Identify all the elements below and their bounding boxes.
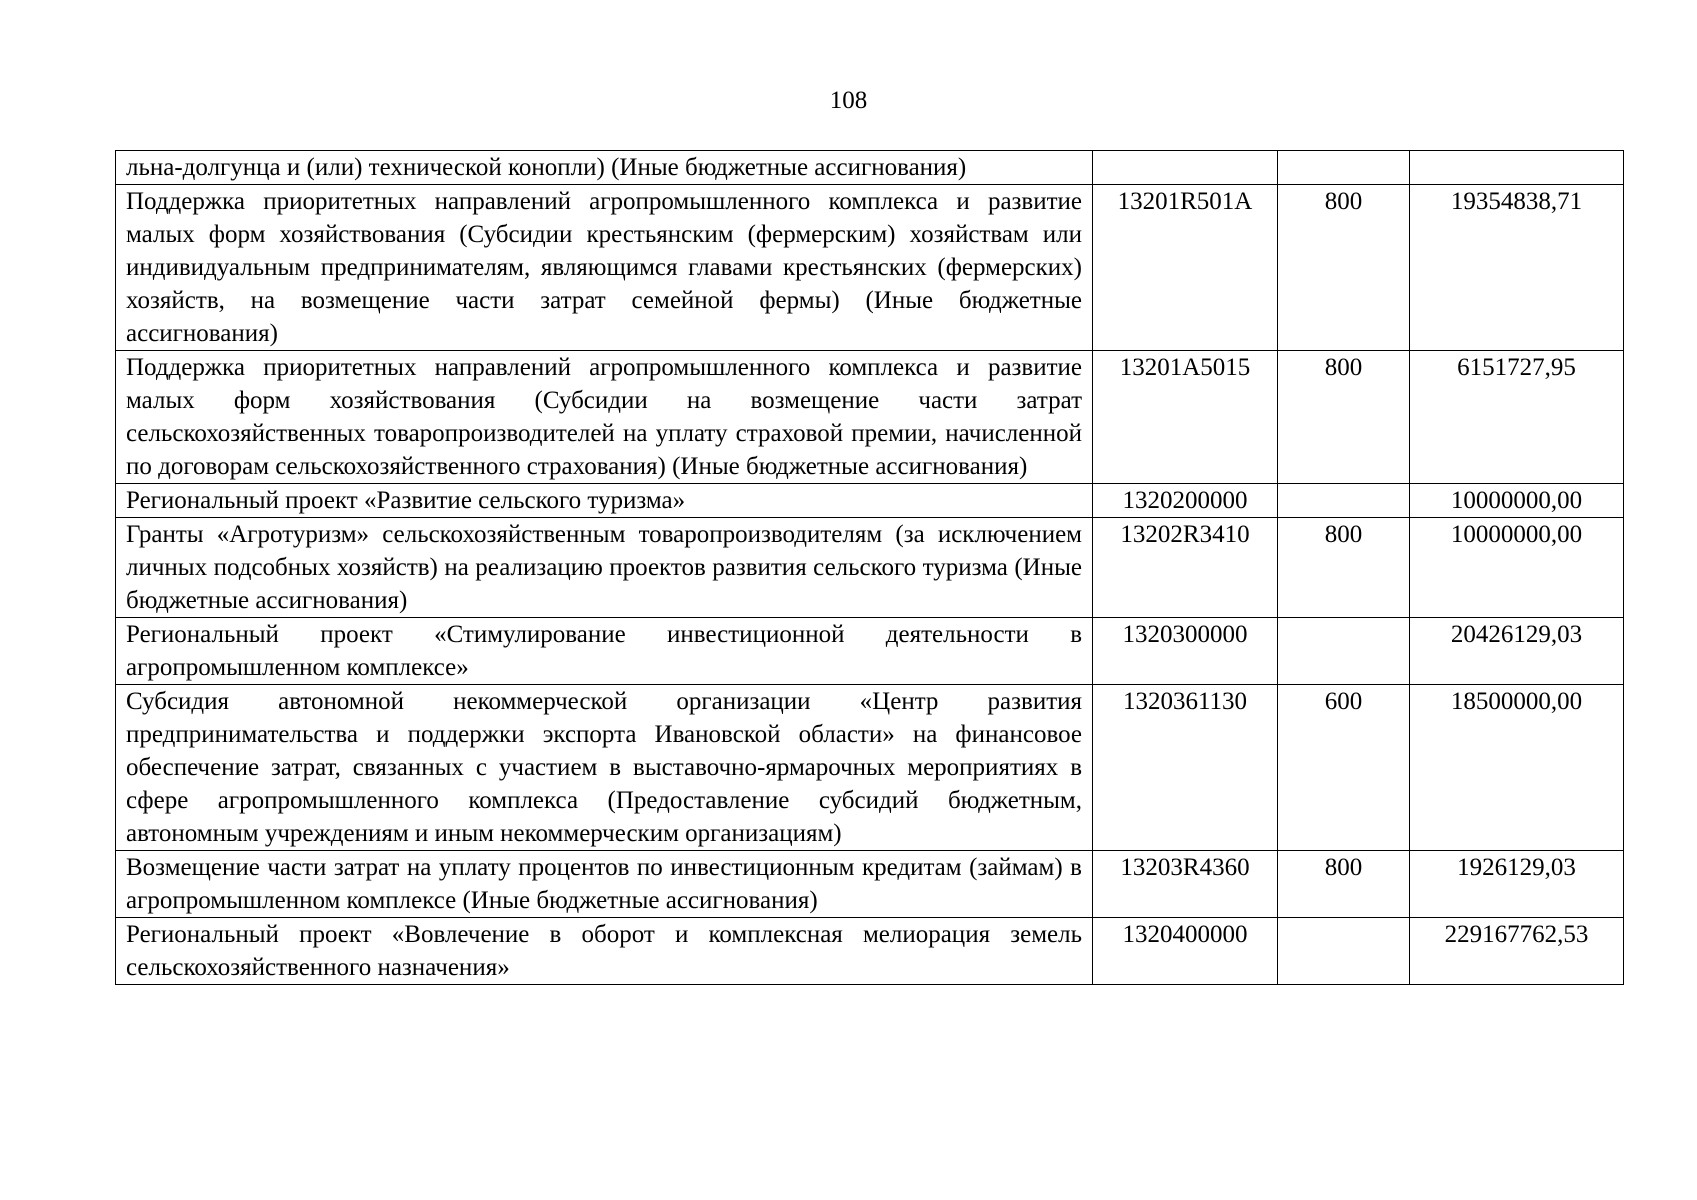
row-target-code: 13201R501A <box>1093 185 1278 351</box>
row-expense-type: 600 <box>1278 685 1410 851</box>
row-description: Региональный проект «Вовлечение в оборот и комплексная мелиорация земель сельскохозяйственного назначения» <box>116 918 1093 985</box>
row-amount: 10000000,00 <box>1410 484 1624 518</box>
page-number: 108 <box>829 87 868 114</box>
table-row <box>116 518 1624 618</box>
table-row <box>116 918 1624 985</box>
row-target-code: 13202R3410 <box>1093 518 1278 618</box>
table-row <box>116 618 1624 685</box>
row-amount <box>1410 151 1624 185</box>
row-target-code: 1320361130 <box>1093 685 1278 851</box>
row-amount: 20426129,03 <box>1410 618 1624 685</box>
row-target-code: 1320400000 <box>1093 918 1278 985</box>
table-row <box>116 151 1624 185</box>
row-amount: 18500000,00 <box>1410 685 1624 851</box>
table-row <box>116 685 1624 851</box>
row-expense-type <box>1278 484 1410 518</box>
row-expense-type: 800 <box>1278 518 1410 618</box>
row-amount: 1926129,03 <box>1410 851 1624 918</box>
row-description: Субсидия автономной некоммерческой организации «Центр развития предпринимательства и поддержки экспорта Ивановской области» на финансовое обеспечение затрат, связанных с участием в выставочно-ярмарочных мероприятиях в сфере агропромышленного комплекса (Предоставление субсидий бюджетным, автономным учреждениям и иным некоммерческим организациям) <box>116 685 1093 851</box>
table-row <box>116 185 1624 351</box>
row-expense-type: 800 <box>1278 185 1410 351</box>
row-target-code: 13203R4360 <box>1093 851 1278 918</box>
row-target-code <box>1093 151 1278 185</box>
row-description: льна-долгунца и (или) технической конопли) (Иные бюджетные ассигнования) <box>116 151 1093 185</box>
row-description: Поддержка приоритетных направлений агропромышленного комплекса и развитие малых форм хозяйствования (Субсидии на возмещение части затрат сельскохозяйственных товаропроизводителей на уплату страховой премии, начисленной по договорам сельскохозяйственного страхования) (Иные бюджетные ассигнования) <box>116 351 1093 484</box>
row-target-code: 1320200000 <box>1093 484 1278 518</box>
budget-table <box>115 150 1624 985</box>
table-row <box>116 851 1624 918</box>
row-target-code: 13201A5015 <box>1093 351 1278 484</box>
row-target-code: 1320300000 <box>1093 618 1278 685</box>
row-expense-type <box>1278 151 1410 185</box>
row-expense-type: 800 <box>1278 351 1410 484</box>
row-expense-type <box>1278 918 1410 985</box>
row-description: Региональный проект «Стимулирование инвестиционной деятельности в агропромышленном комплексе» <box>116 618 1093 685</box>
row-description: Гранты «Агротуризм» сельскохозяйственным товаропроизводителям (за исключением личных подсобных хозяйств) на реализацию проектов развития сельского туризма (Иные бюджетные ассигнования) <box>116 518 1093 618</box>
table-row <box>116 484 1624 518</box>
row-description: Возмещение части затрат на уплату процентов по инвестиционным кредитам (займам) в агропромышленном комплексе (Иные бюджетные ассигнования) <box>116 851 1093 918</box>
row-expense-type: 800 <box>1278 851 1410 918</box>
row-expense-type <box>1278 618 1410 685</box>
row-amount: 19354838,71 <box>1410 185 1624 351</box>
row-amount: 6151727,95 <box>1410 351 1624 484</box>
table-row <box>116 351 1624 484</box>
row-description: Региональный проект «Развитие сельского туризма» <box>116 484 1093 518</box>
row-amount: 229167762,53 <box>1410 918 1624 985</box>
row-amount: 10000000,00 <box>1410 518 1624 618</box>
row-description: Поддержка приоритетных направлений агропромышленного комплекса и развитие малых форм хозяйствования (Субсидии крестьянским (фермерским) хозяйствам или индивидуальным предпринимателям, являющимся главами крестьянских (фермерских) хозяйств, на возмещение части затрат семейной фермы) (Иные бюджетные ассигнования) <box>116 185 1093 351</box>
